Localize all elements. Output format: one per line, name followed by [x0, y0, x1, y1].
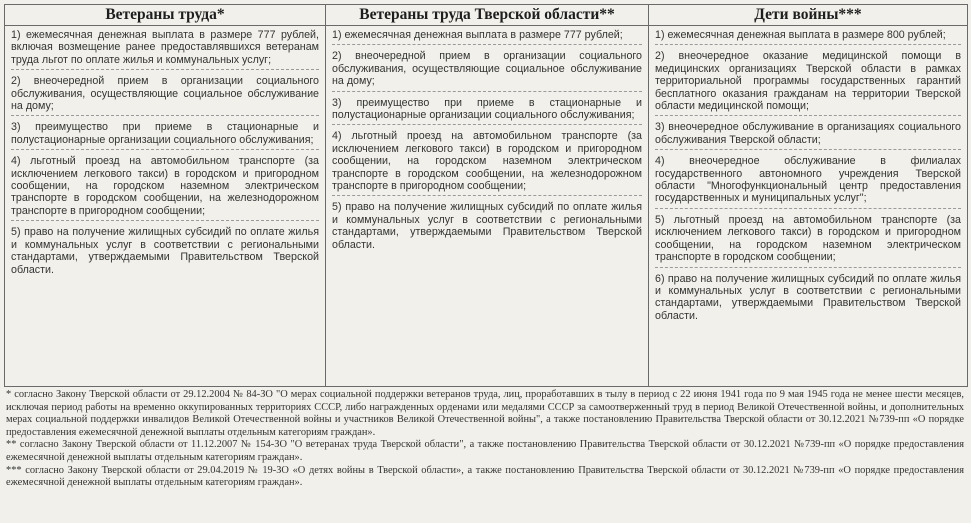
benefit-item: 2) внеочередной прием в организации социального обслуживания, осуществляющие социальное обслуживание на дому; [332, 50, 642, 88]
column-tver-labor-veterans [326, 5, 649, 386]
benefit-item: 1) ежемесячная денежная выплата в размере 800 рублей; [655, 29, 946, 41]
divider [655, 267, 961, 268]
benefit-item: 1) ежемесячная денежная выплата в размере 777 рублей; [332, 29, 623, 41]
benefit-item: 4) льготный проезд на автомобильном транспорте (за исключением легкового такси) в городском и пригородном сообщении, на городском наземном электрическом транспорте в городском сообщении, на железнодорожном транспорте в пригородном сообщении; [11, 155, 319, 217]
column-children-of-war [649, 5, 967, 386]
benefit-item: 1) ежемесячная денежная выплата в размере 777 рублей, включая возмещение ранее предоставлявшихся ветеранам труда льгот по оплате жилья и коммунальных услуг; [11, 29, 319, 66]
column-body [326, 26, 648, 251]
benefit-item: 3) внеочередное обслуживание в организациях социального обслуживания Тверской области; [655, 121, 961, 146]
footnotes [6, 389, 964, 490]
benefit-item: 3) преимущество при приеме в стационарные и полустационарные организации социального обслуживания; [11, 121, 319, 146]
benefit-item: 2) внеочередное оказание медицинской помощи в медицинских организациях Тверской области в рамках территориальной программы государственных гарантий бесплатного оказания гражданам на территории Тверской области медицинской помощи; [655, 50, 961, 113]
divider [332, 124, 642, 125]
benefits-table [4, 4, 968, 387]
footnote: * согласно Закону Тверской области от 29.12.2004 № 84-ЗО "О мерах социальной поддержки ветеранов труда, лиц, проработавших в тылу в период с 22 июня 1941 года по 9 мая 1945 года не менее шести месяцев, исключая период работы на временно оккупированных территориях СССР, либо награжденных орденами или медалями СССР за самоотверженный труд в период Великой Отечественной войны, и дополнительных мерах социальной поддержки инвалидов Великой Отечественной войны и участников Великой Отечественной войны", а также постановлению Правительства Тверской области от 30.12.2021 №739-пп «О порядке предоставления ежемесячной денежной выплаты отдельным категориям граждан». [6, 389, 964, 438]
benefit-item: 3) преимущество при приеме в стационарные и полустационарные организации социального обслуживания; [332, 96, 642, 122]
divider [655, 149, 961, 150]
divider [332, 91, 642, 92]
divider [11, 69, 319, 70]
benefit-item: 5) льготный проезд на автомобильном транспорте (за исключением легкового такси) в городском и пригородном сообщении, на городском наземном электрическом транспорте в городском сообщении; [655, 213, 961, 264]
benefit-item: 5) право на получение жилищных субсидий по оплате жилья и коммунальных услуг в соответствии с региональными стандартами, утверждаемыми Правительством Тверской области. [332, 201, 642, 251]
footnote: ** согласно Закону Тверской области от 11.12.2007 № 154-ЗО "О ветеранах труда Тверской области", а также постановлению Правительства Тверской области от 30.12.2021 №739-пп «О порядке предоставления ежемесячной денежной выплаты отдельным категориям граждан». [6, 439, 964, 463]
divider [332, 44, 642, 45]
column-body [649, 26, 967, 322]
column-header: Ветераны труда Тверской области** [326, 5, 648, 26]
divider [655, 44, 961, 45]
divider [332, 195, 642, 196]
column-header: Ветераны труда* [5, 5, 325, 26]
divider [655, 208, 961, 209]
divider [11, 115, 319, 116]
divider [11, 149, 319, 150]
benefit-item: 2) внеочередной прием в организации социального обслуживания, осуществляющие социальное обслуживание на дому; [11, 75, 319, 113]
benefit-item: 6) право на получение жилищных субсидий по оплате жилья и коммунальных услуг в соответствии с региональными стандартами, утверждаемыми Правительством Тверской области. [655, 272, 961, 322]
column-labor-veterans [5, 5, 326, 386]
divider [655, 115, 961, 116]
benefit-item: 4) льготный проезд на автомобильном транспорте (за исключением легкового такси) в городском и пригородном сообщении, на городском наземном электрическом транспорте в городском сообщении, на железнодорожном транспорте в пригородном сообщении; [332, 130, 642, 193]
footnote: *** согласно Закону Тверской области от 29.04.2019 № 19-ЗО «О детях войны в Тверской области», а также постановлению Правительства Тверской области от 30.12.2021 №739-пп «О порядке предоставления ежемесячной денежной выплаты отдельным категориям граждан». [6, 464, 964, 489]
divider [11, 220, 319, 221]
benefit-item: 5) право на получение жилищных субсидий по оплате жилья и коммунальных услуг в соответствии с региональными стандартами, утверждаемыми Правительством Тверской области. [11, 226, 319, 276]
column-body [5, 26, 325, 276]
column-header: Дети войны*** [649, 5, 967, 26]
benefit-item: 4) внеочередное обслуживание в филиалах государственного автономного учреждения Тверской области "Многофункциональный центр предоставления государственных и муниципальных услуг"; [655, 155, 961, 205]
